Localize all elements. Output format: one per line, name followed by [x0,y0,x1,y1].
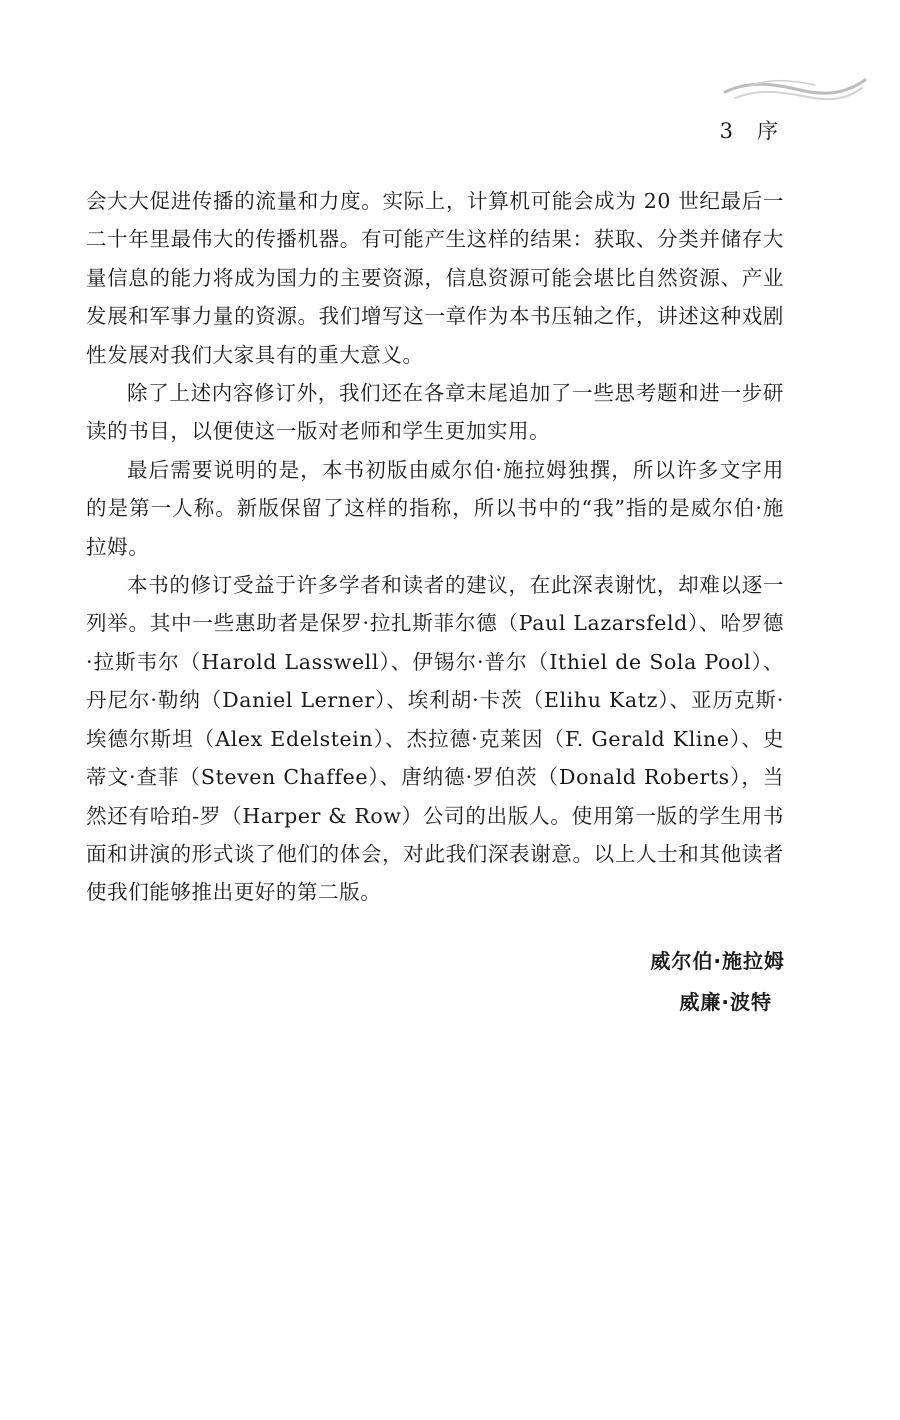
paragraph-4: 本书的修订受益于许多学者和读者的建议，在此深表谢忱，却难以逐一列举。其中一些惠助者是保罗·拉扎斯菲尔德（Paul Lazarsfeld）、哈罗德·拉斯韦尔（Harold Lasswell）、伊锡尔·普尔（Ithiel de Sola Pool）、丹尼尔·勒纳（Daniel Lerner）、埃利胡·卡茨（Elihu Katz）、亚历克斯·埃德尔斯坦（Alex Edelstein）、杰拉德·克莱因（F. Gerald Kline）、史蒂文·查菲（Steven Chaffee）、唐纳德·罗伯茨（Donald Roberts），当然还有哈珀-罗（Harper & Row）公司的出版人。使用第一版的学生用书面和讲演的形式谈了他们的体会，对此我们深表谢意。以上人士和其他读者使我们能够推出更好的第二版。 [86,573,784,905]
running-head [720,115,780,145]
page-number: 3 [719,119,735,143]
paragraph-2: 除了上述内容修订外，我们还在各章末尾追加了一些思考题和进一步研读的书目，以便使这一版对老师和学生更加实用。 [86,381,784,444]
body-text [86,182,784,912]
paragraph-3: 最后需要说明的是，本书初版由威尔伯·施拉姆独撰，所以许多文字用的是第一人称。新版保留了这样的指称，所以书中的“我”指的是威尔伯·施拉姆。 [86,457,784,559]
section-title: 序 [757,119,780,143]
wave-ornament-icon [720,70,870,110]
paragraph-1: 会大大促进传播的流量和力度。实际上，计算机可能会成为 20 世纪最后一二十年里最伟大的传播机器。有可能产生这样的结果：获取、分类并储存大量信息的能力将成为国力的主要资源，信息资源可能会堪比自然资源、产业发展和军事力量的资源。我们增写这一章作为本书压轴之作，讲述这种戏剧性发展对我们大家具有的重大意义。 [86,189,784,367]
signature-author-1: 威尔伯·施拉姆 [650,949,785,973]
signature-author-2: 威廉·波特 [679,990,772,1014]
